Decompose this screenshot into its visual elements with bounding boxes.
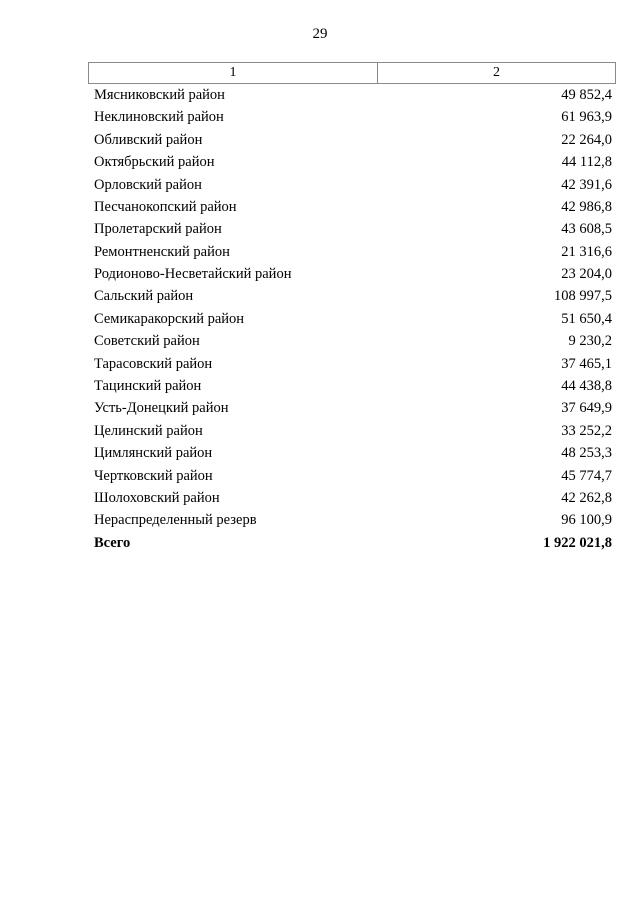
row-district-name: Пролетарский район [94, 221, 222, 238]
table-row [88, 353, 616, 375]
row-district-name: Октябрьский район [94, 154, 215, 171]
table-row [88, 465, 616, 487]
row-district-name: Тацинский район [94, 378, 202, 395]
table-row [88, 106, 616, 128]
row-district-name: Усть-Донецкий район [94, 400, 229, 417]
table-row [88, 286, 616, 308]
header-col-1: 1 [89, 63, 378, 83]
table-row [88, 174, 616, 196]
table-body [88, 84, 616, 532]
table-row [88, 241, 616, 263]
row-district-name: Неклиновский район [94, 109, 224, 126]
row-amount: 42 262,8 [561, 489, 612, 506]
table-row [88, 196, 616, 218]
row-amount: 37 649,9 [561, 400, 612, 417]
row-amount: 45 774,7 [561, 467, 612, 484]
row-amount: 33 252,2 [561, 422, 612, 439]
row-district-name: Цимлянский район [94, 445, 213, 462]
row-amount: 42 986,8 [561, 198, 612, 215]
table-row [88, 442, 616, 464]
row-district-name: Шолоховский район [94, 489, 220, 506]
row-amount: 48 253,3 [561, 445, 612, 462]
row-amount: 22 264,0 [561, 131, 612, 148]
total-value: 1 922 021,8 [543, 534, 612, 551]
row-district-name: Песчанокопский район [94, 198, 237, 215]
row-amount: 43 608,5 [561, 221, 612, 238]
table-row [88, 84, 616, 106]
row-amount: 44 438,8 [561, 378, 612, 395]
table-row [88, 263, 616, 285]
row-district-name: Сальский район [94, 288, 194, 305]
row-amount: 49 852,4 [561, 86, 612, 103]
row-district-name: Обливский район [94, 131, 203, 148]
page-number: 29 [312, 26, 328, 42]
row-district-name: Тарасовский район [94, 355, 213, 372]
table-row [88, 509, 616, 531]
row-amount: 21 316,6 [561, 243, 612, 260]
table-row [88, 487, 616, 509]
row-amount: 61 963,9 [561, 109, 612, 126]
table-row [88, 397, 616, 419]
row-amount: 42 391,6 [561, 176, 612, 193]
row-district-name: Ремонтненский район [94, 243, 230, 260]
row-amount: 9 230,2 [568, 333, 612, 350]
row-amount: 108 997,5 [554, 288, 612, 305]
row-district-name: Семикаракорский район [94, 310, 245, 327]
row-district-name: Нераспределенный резерв [94, 512, 257, 529]
table-row [88, 218, 616, 240]
row-amount: 44 112,8 [561, 154, 612, 171]
row-district-name: Орловский район [94, 176, 202, 193]
row-amount: 96 100,9 [561, 512, 612, 529]
total-label: Всего [94, 534, 131, 551]
row-district-name: Чертковский район [94, 467, 213, 484]
row-district-name: Советский район [94, 333, 200, 350]
row-district-name: Родионово-Несветайский район [94, 266, 292, 283]
budget-table [88, 62, 616, 554]
row-amount: 23 204,0 [561, 266, 612, 283]
table-row [88, 420, 616, 442]
table-row [88, 375, 616, 397]
row-amount: 37 465,1 [561, 355, 612, 372]
total-row [88, 532, 616, 554]
header-col-2: 2 [493, 65, 500, 80]
table-row [88, 129, 616, 151]
table-row [88, 330, 616, 352]
row-amount: 51 650,4 [561, 310, 612, 327]
row-district-name: Мясниковский район [94, 86, 225, 103]
row-district-name: Целинский район [94, 422, 203, 439]
table-header [88, 62, 616, 84]
table-row [88, 308, 616, 330]
table-row [88, 151, 616, 173]
